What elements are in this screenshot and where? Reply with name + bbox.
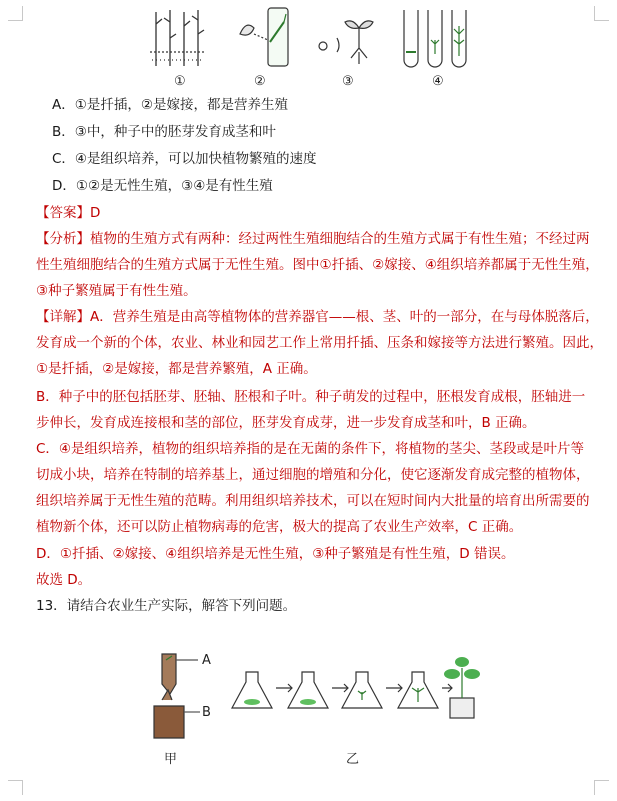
answer-line: 【答案】D	[36, 205, 101, 221]
option-d: D．①②是无性生殖，③④是有性生殖	[52, 178, 273, 194]
detail-line-7: 切成小块，培养在特制的培养基上，通过细胞的增殖和分化，使它逐渐发育成完整的植物体，	[36, 467, 590, 483]
option-b: B．③中，种子中的胚芽发育成茎和叶	[52, 124, 276, 140]
corner-mark-top-right	[594, 6, 609, 21]
figure-label-2: ②	[254, 74, 266, 89]
tissue-culture-flasks	[232, 657, 480, 718]
detail-line-9: 植物新个体，还可以防止植物病毒的危害，极大的提高了农业生产效率，C 正确。	[36, 519, 523, 535]
detail-line-5: 步伸长，发育成连接根和茎的部位，胚芽发育成芽，进一步发育成茎和叶，B 正确。	[36, 415, 536, 431]
graft-illustration	[154, 654, 200, 738]
detail-line-11: 故选 D。	[36, 572, 92, 588]
detail-line-8: 组织培养属于无性生殖的范畴。利用组织培养技术，可以在短时间内大批量的培育出所需要的	[36, 493, 590, 509]
caption-jia: 甲	[164, 752, 178, 767]
grafting-and-culture-illustration	[150, 648, 480, 748]
tissue-culture-illustration	[404, 10, 466, 67]
propagation-illustration	[150, 4, 480, 74]
caption-yi: 乙	[346, 752, 360, 767]
seed-germination-illustration	[319, 21, 373, 64]
analysis-line-2: 性生殖细胞结合的生殖方式属于无性生殖。图中①扦插、②嫁接、④组织培养都属于无性生殖，	[36, 257, 599, 273]
figure-label-4: ④	[432, 74, 444, 89]
detail-line-1: 【详解】A．营养生殖是由高等植物体的营养器官——根、茎、叶的一部分，在与母体脱落后，	[36, 309, 599, 325]
label-a: A	[202, 653, 211, 668]
propagation-figure	[150, 4, 480, 92]
corner-mark-top-left	[8, 6, 23, 21]
detail-line-10: D．①扦插、②嫁接、④组织培养是无性生殖，③种子繁殖是有性生殖，D 错误。	[36, 546, 515, 562]
figure-label-1: ①	[174, 74, 186, 89]
label-b: B	[202, 705, 211, 720]
question-13-figure	[150, 648, 480, 768]
option-c: C．④是组织培养，可以加快植物繁殖的速度	[52, 151, 317, 167]
detail-line-4: B．种子中的胚包括胚芽、胚轴、胚根和子叶。种子萌发的过程中，胚根发育成根，胚轴进一	[36, 389, 586, 405]
analysis-line-1: 【分析】植物的生殖方式有两种：经过两性生殖细胞结合的生殖方式属于有性生殖；不经过两	[36, 231, 590, 247]
figure-label-3: ③	[342, 74, 354, 89]
detail-line-2: 发育成一个新的个体，农业、林业和园艺工作上常用扦插、压条和嫁接等方法进行繁殖。因此，	[36, 335, 603, 351]
corner-mark-bottom-left	[8, 780, 23, 795]
cuttings-illustration	[150, 10, 206, 66]
grafting-illustration	[240, 8, 288, 66]
analysis-line-3: ③种子繁殖属于有性生殖。	[36, 283, 197, 299]
option-a: A．①是扦插，②是嫁接，都是营养生殖	[52, 97, 288, 113]
detail-line-3: ①是扦插，②是嫁接，都是营养繁殖，A 正确。	[36, 361, 317, 377]
question-13: 13．请结合农业生产实际，解答下列问题。	[36, 598, 297, 614]
corner-mark-bottom-right	[594, 780, 609, 795]
detail-line-6: C．④是组织培养，植物的组织培养指的是在无菌的条件下，将植物的茎尖、茎段或是叶片等	[36, 441, 585, 457]
